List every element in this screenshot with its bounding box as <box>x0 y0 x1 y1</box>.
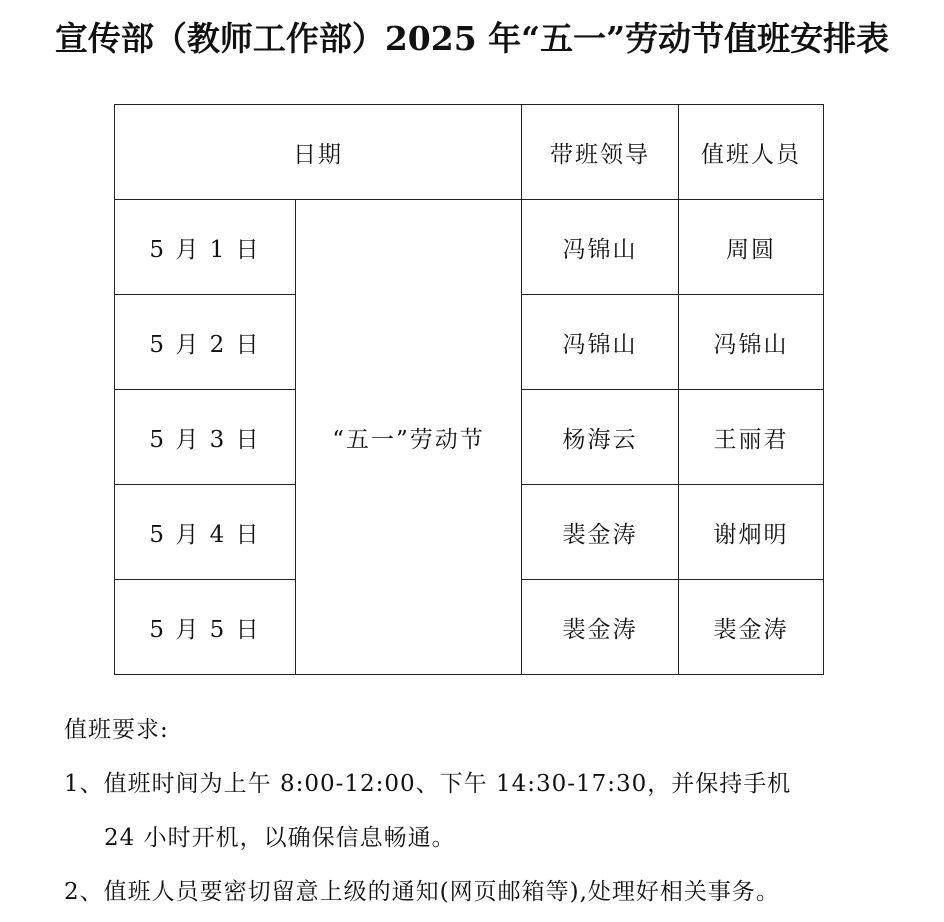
row-leader: 冯锦山 <box>522 200 679 295</box>
row-date: 5 月 3 日 <box>115 390 296 485</box>
holiday-name: “五一”劳动节 <box>296 200 522 675</box>
row-leader: 杨海云 <box>522 390 679 485</box>
header-staff: 值班人员 <box>679 105 824 200</box>
row-staff: 周圆 <box>679 200 824 295</box>
requirement-item-1: 1、值班时间为上午 8:00-12:00、下午 14:30-17:30，并保持手机 <box>64 771 792 797</box>
row-date: 5 月 2 日 <box>115 295 296 390</box>
row-staff: 王丽君 <box>679 390 824 485</box>
row-staff: 谢炯明 <box>679 485 824 580</box>
header-date: 日期 <box>115 105 522 200</box>
row-date: 5 月 1 日 <box>115 200 296 295</box>
row-date: 5 月 4 日 <box>115 485 296 580</box>
duty-requirements <box>64 703 791 919</box>
row-date: 5 月 5 日 <box>115 580 296 675</box>
header-leader: 带班领导 <box>522 105 679 200</box>
page-title: 宣传部（教师工作部）2025 年“五一”劳动节值班安排表 <box>54 19 890 58</box>
row-leader: 裴金涛 <box>522 485 679 580</box>
row-leader: 裴金涛 <box>522 580 679 675</box>
row-staff: 裴金涛 <box>679 580 824 675</box>
table-row <box>115 200 824 295</box>
requirement-item-1-continued: 24 小时开机，以确保信息畅通。 <box>104 825 456 851</box>
table-header-row <box>115 105 824 200</box>
requirements-heading: 值班要求: <box>64 717 169 743</box>
requirement-item-2: 2、值班人员要密切留意上级的通知(网页邮箱等),处理好相关事务。 <box>64 879 780 905</box>
row-leader: 冯锦山 <box>522 295 679 390</box>
duty-schedule-table <box>114 104 824 675</box>
row-staff: 冯锦山 <box>679 295 824 390</box>
